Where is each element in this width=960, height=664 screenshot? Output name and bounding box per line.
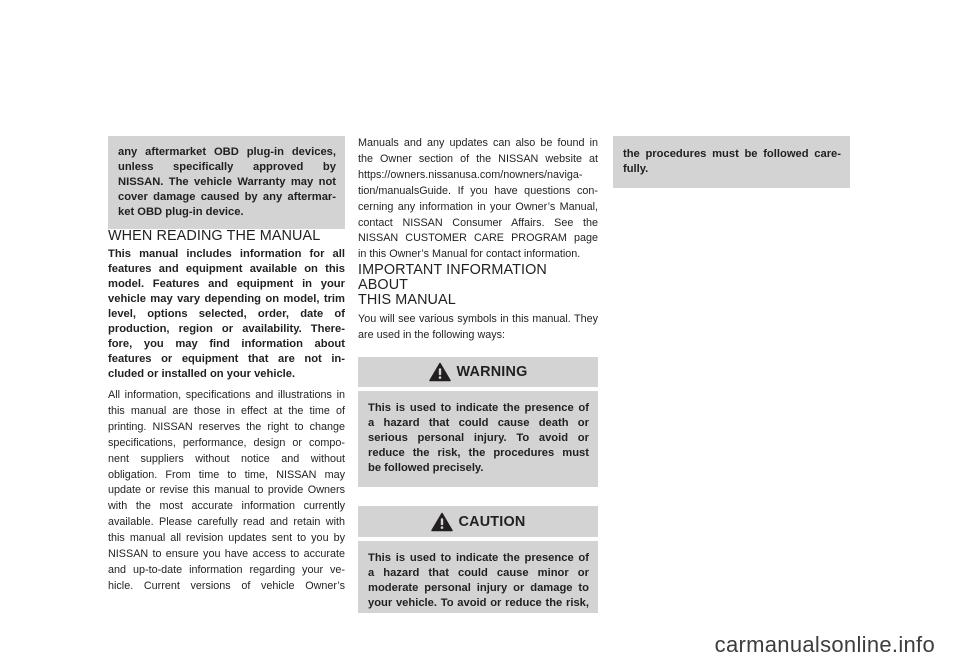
warning-label: WARNING [456, 364, 528, 381]
text-line: tion/manualsGuide. If you have questions con- [358, 184, 598, 197]
text-line: the Owner section of the NISSAN website at [358, 152, 598, 165]
text-line: contact NISSAN Consumer Affairs. See the [358, 216, 598, 229]
text-line: fore, you may find information about [108, 338, 345, 350]
continued-caution-box [108, 136, 345, 229]
text-line: in this Owner’s Manual for contact information. [358, 248, 581, 261]
warning-header [358, 357, 598, 387]
text-line: cover damage caused by any aftermar- [118, 191, 336, 203]
text-line: moderate personal injury or damage to [368, 582, 589, 595]
body-paragraph [358, 136, 598, 263]
text-line: NISSAN. The vehicle Warranty may not [118, 176, 336, 188]
text-line: are used in the following ways: [358, 329, 506, 342]
text-line: This is used to indicate the presence of [368, 552, 589, 565]
text-line: specifications, performance, design or compo- [108, 436, 345, 449]
caution-box [358, 506, 598, 613]
text-line: your vehicle. To avoid or reduce the risk, [368, 597, 589, 610]
text-line: available. Please carefully read and retain with [108, 516, 345, 529]
heading-line: THIS MANUAL [358, 292, 456, 309]
text-line: https://owners.nissanusa.com/nowners/naviga- [358, 168, 583, 181]
text-line: level, options selected, order, date of [108, 308, 345, 320]
intro-paragraph [358, 312, 598, 344]
text-line: printing. NISSAN reserves the right to change [108, 420, 345, 433]
text-line: any aftermarket OBD plug-in devices, [118, 146, 336, 158]
watermark: carmanualsonline.info [714, 632, 935, 657]
text-line: Manuals and any updates can also be found in [358, 137, 598, 149]
text-line: model. Features and equipment in your [108, 278, 345, 290]
text-line: vehicle may vary depending on model, trim [108, 293, 345, 305]
text-line: a hazard that could cause minor or [368, 567, 589, 580]
section-heading-when-reading: WHEN READING THE MANUAL [108, 228, 321, 244]
text-line: hicle. Current versions of vehicle Owner’s [108, 579, 345, 592]
caution-header [358, 506, 598, 537]
text-line: serious personal injury. To avoid or [368, 432, 589, 445]
text-line: be followed precisely. [368, 462, 484, 475]
text-line: the procedures must be followed care- [623, 148, 841, 160]
text-line: production, region or availability. There- [108, 323, 345, 335]
text-line: cluded or installed on your vehicle. [108, 368, 296, 380]
text-line: this manual all revision updates sent to you by [108, 532, 345, 545]
text-line: NISSAN CUSTOMER CARE PROGRAM page [358, 232, 598, 245]
text-line: update or revise this manual to provide Owners [108, 484, 345, 497]
column-right [613, 136, 850, 188]
caution-text [358, 541, 598, 613]
column-middle [358, 136, 598, 613]
text-line: NISSAN to ensure you have access to accurate [108, 548, 345, 561]
text-line: and up-to-date information regarding your ve- [108, 563, 345, 576]
bold-notice-paragraph [108, 247, 345, 382]
continued-caution-box [613, 136, 850, 188]
text-line: This is used to indicate the presence of [368, 402, 589, 415]
text-line: nent suppliers without notice and without [108, 452, 345, 465]
body-paragraph [108, 388, 345, 595]
warning-text [358, 391, 598, 487]
heading-line: IMPORTANT INFORMATION ABOUT [358, 262, 547, 294]
text-line: unless specifically approved by [118, 161, 336, 173]
text-line: ket OBD plug-in device. [118, 206, 244, 218]
text-line: All information, specifications and illustrations in [108, 389, 345, 401]
text-line: obligation. From time to time, NISSAN may [108, 468, 345, 481]
caution-label: CAUTION [458, 513, 526, 530]
text-line: features and equipment available on this [108, 263, 345, 275]
text-line: You will see various symbols in this manual. They [358, 313, 598, 326]
text-line: This manual includes information for all [108, 248, 345, 260]
warning-box [358, 357, 598, 487]
text-line: fully. [623, 163, 649, 175]
text-line: a hazard that could cause death or [368, 417, 589, 430]
column-left [108, 136, 345, 595]
text-line: features or equipment that are not in- [108, 353, 345, 365]
text-line: reduce the risk, the procedures must [368, 447, 589, 460]
text-line: this manual are those in effect at the time of [108, 404, 345, 417]
text-line: cerning any information in your Owner’s Manual, [358, 200, 598, 213]
section-heading-important-info [358, 263, 598, 308]
caution-triangle-icon [431, 512, 453, 532]
warning-triangle-icon [429, 362, 451, 382]
text-line: with the most accurate information currently [108, 500, 345, 513]
